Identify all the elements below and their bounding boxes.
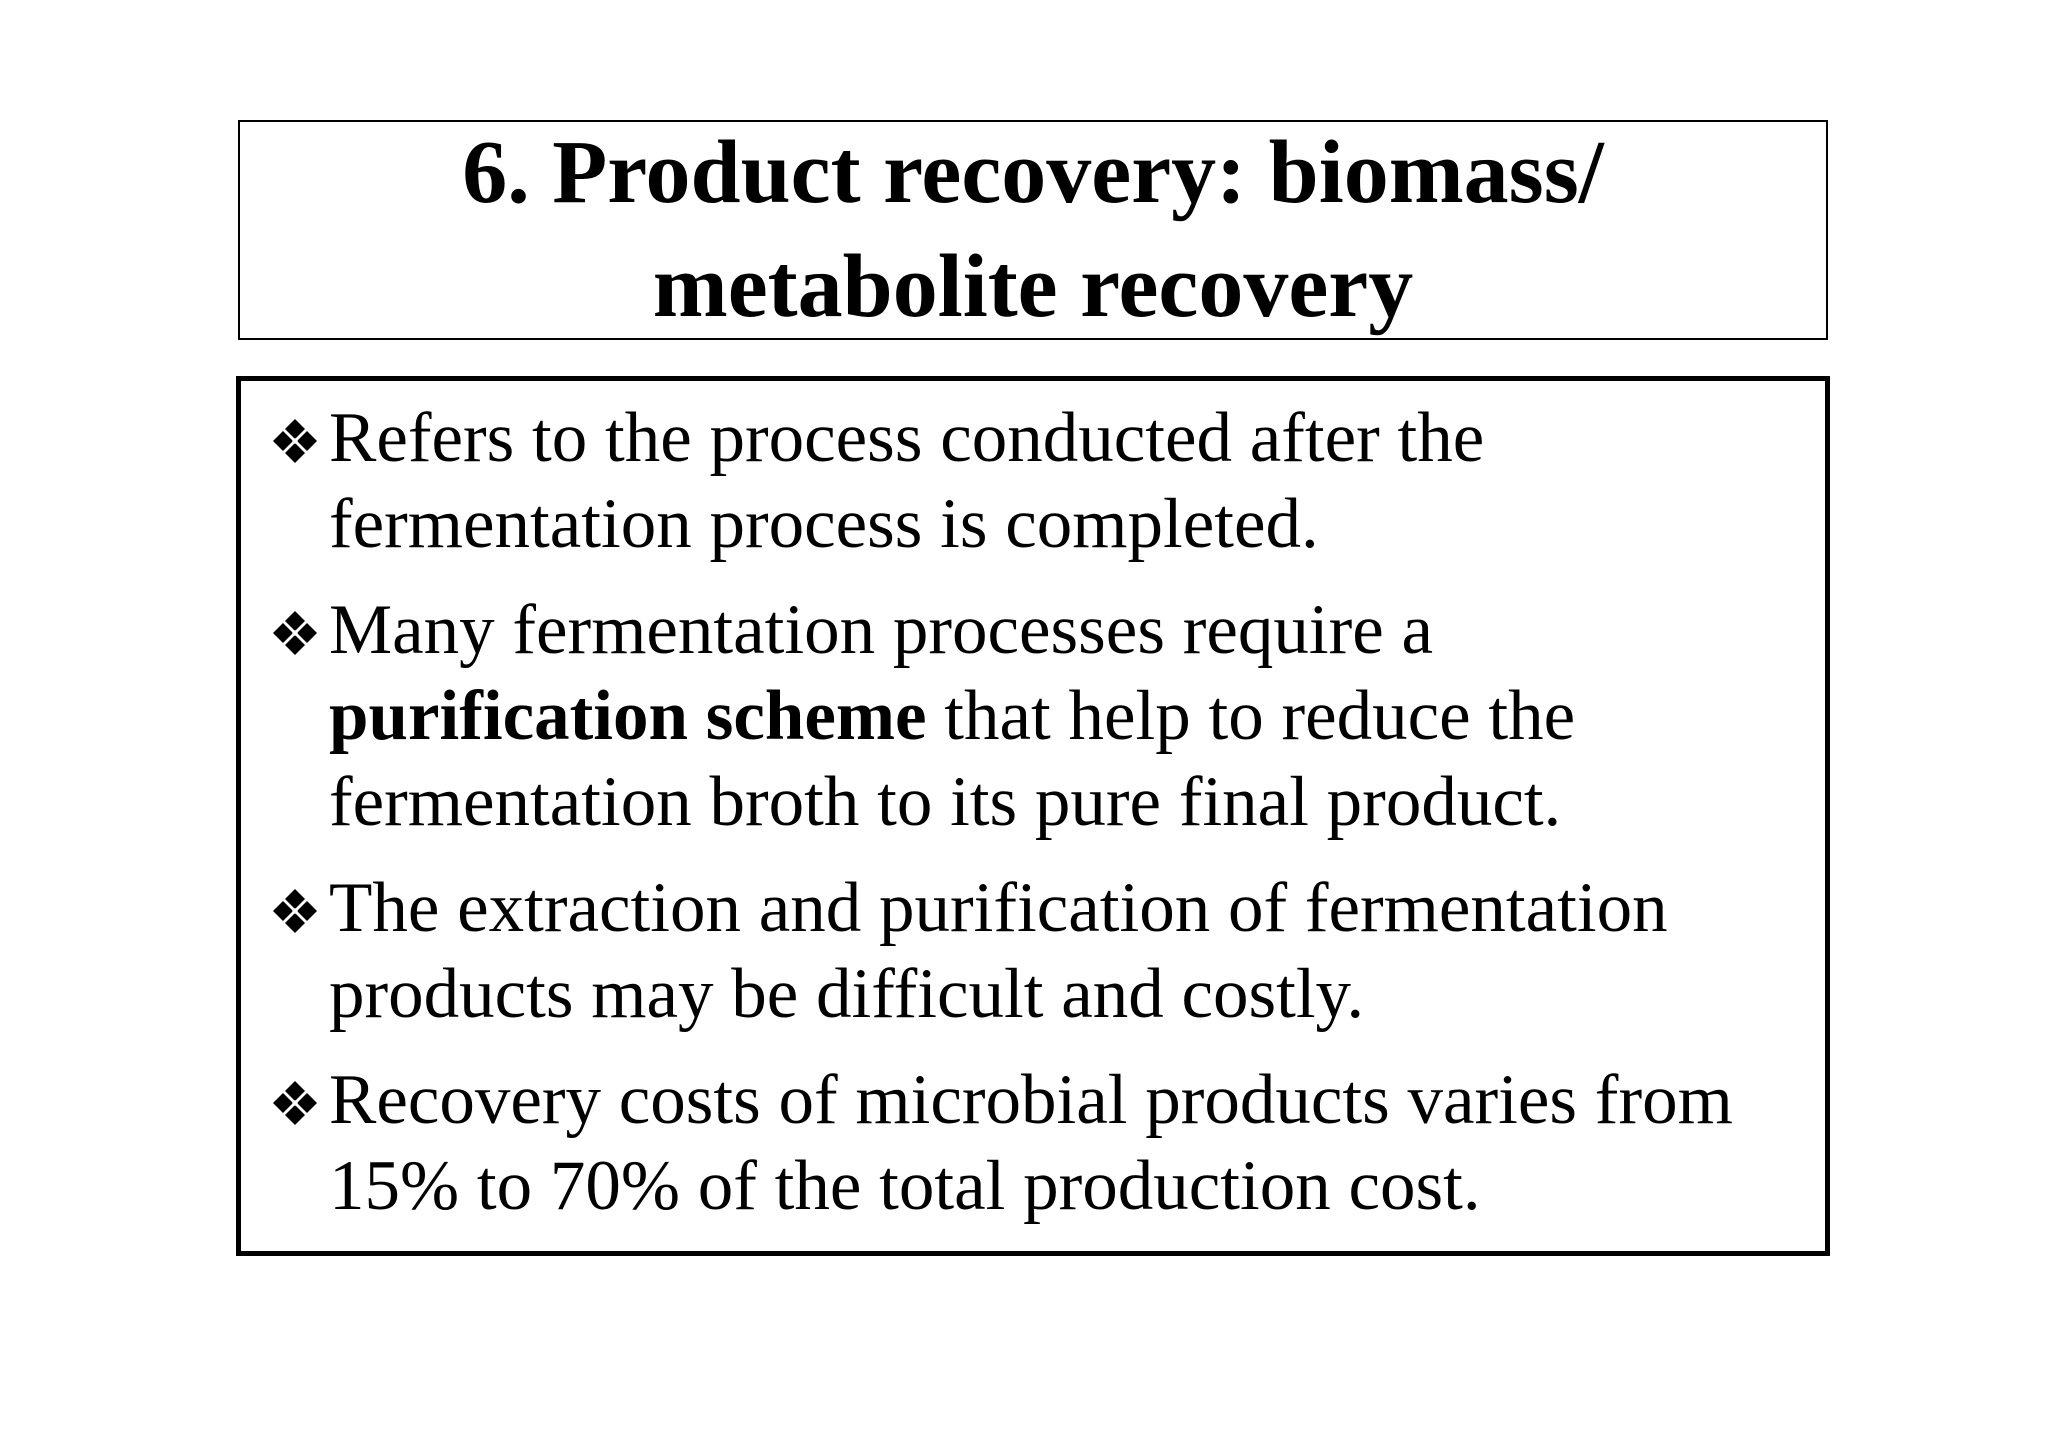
bullet-text-1: Refers to the process conducted after the fermentation process is completed.: [329, 399, 1485, 563]
bullet-text-3: The extraction and purification of fermentation products may be difficult and costly.: [329, 869, 1668, 1033]
slide-title-line-2: metabolite recovery: [652, 237, 1414, 336]
bullet-item-2: [267, 587, 1807, 845]
bullet-item-3: [267, 865, 1807, 1037]
four-diamond-bullet-icon: [267, 611, 323, 655]
slide-title-line-1: 6. Product recovery: biomass/: [462, 123, 1604, 222]
bullet-text-4: Recovery costs of microbial products varies from 15% to 70% of the total production cost.: [329, 1061, 1733, 1225]
four-diamond-bullet-icon: [267, 889, 323, 933]
bullet-text-2-after: that help to reduce the fermentation broth to its pure final product.: [329, 677, 1576, 841]
four-diamond-bullet-icon: [267, 419, 323, 463]
title-box: [238, 120, 1828, 340]
bullet-item-1: [267, 395, 1807, 567]
bullet-text-2-before: Many fermentation processes require a: [329, 591, 1434, 669]
bullet-list: [267, 395, 1807, 1229]
slide-title: [462, 116, 1603, 344]
bullet-text-2-bold: purification scheme: [329, 677, 927, 755]
content-box: [236, 376, 1830, 1256]
four-diamond-bullet-icon: [267, 1081, 323, 1125]
bullet-item-4: [267, 1057, 1807, 1229]
